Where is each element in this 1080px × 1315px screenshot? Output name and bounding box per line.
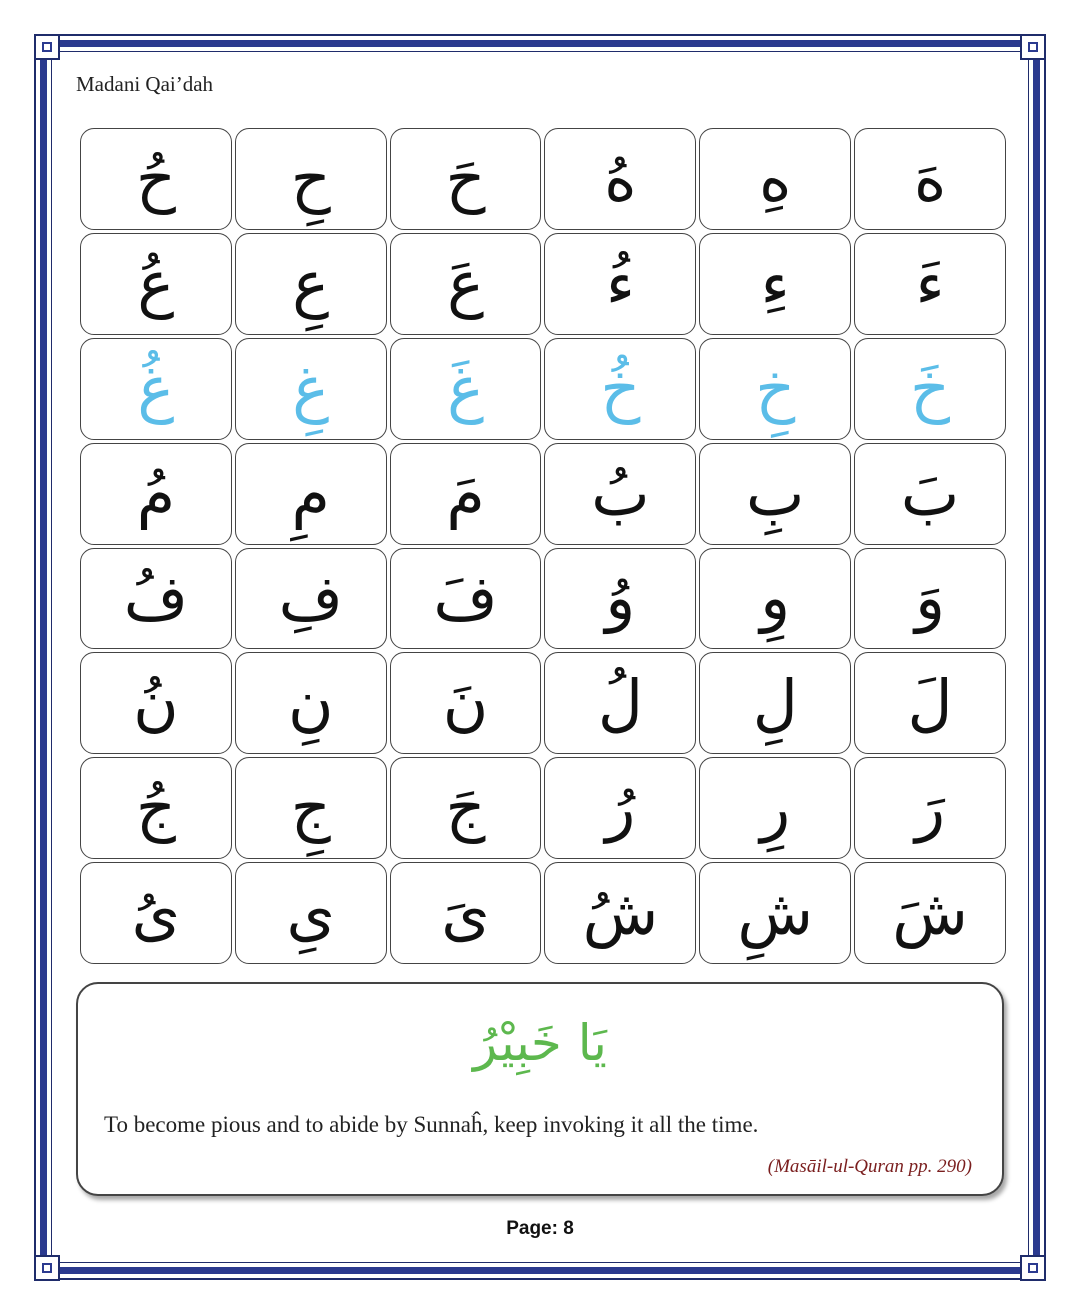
arabic-letter: ف xyxy=(433,561,498,635)
letter-cell xyxy=(235,338,387,440)
arabic-letter: ن xyxy=(442,666,489,740)
letter-cell xyxy=(235,128,387,230)
letter-cell xyxy=(544,233,696,335)
arabic-letter: ء xyxy=(605,246,635,320)
arabic-letter: ب xyxy=(746,456,805,530)
arabic-letter: غ xyxy=(447,351,485,425)
letter-cell xyxy=(854,338,1006,440)
letter-cell xyxy=(390,548,542,650)
arabic-letter: ش xyxy=(737,876,814,950)
letter-cell xyxy=(854,757,1006,859)
arabic-letter: ن xyxy=(133,666,179,740)
arabic-letter: و xyxy=(605,561,636,635)
arabic-letter: ه xyxy=(759,141,792,215)
arabic-letter: ح xyxy=(445,141,486,215)
arabic-letter: ع xyxy=(137,246,175,320)
letter-cell xyxy=(544,652,696,754)
arabic-letter: ح xyxy=(290,141,331,215)
arabic-letter: ج xyxy=(135,771,176,845)
arabic-letter: ر xyxy=(915,771,946,845)
arabic-letter: ء xyxy=(915,246,945,320)
arabic-letter: ل xyxy=(752,666,798,740)
letter-cell xyxy=(699,233,851,335)
arabic-letter: ش xyxy=(582,876,659,950)
arabic-letter: ش xyxy=(892,876,968,950)
arabic-letter: ر xyxy=(605,771,636,845)
letter-cell xyxy=(235,862,387,964)
letter-cell xyxy=(699,862,851,964)
arabic-letter: و xyxy=(760,561,791,635)
arabic-letter: ى xyxy=(286,876,335,950)
dua-arabic-text: يَا خَبِيْرُ xyxy=(473,1014,607,1072)
letter-cell xyxy=(544,548,696,650)
letter-cell xyxy=(80,233,232,335)
arabic-letter: م xyxy=(446,456,485,530)
corner-ornament-bottom-left xyxy=(34,1255,60,1281)
arabic-letter: غ xyxy=(292,351,330,425)
letter-cell xyxy=(699,443,851,545)
arabic-letter: ف xyxy=(123,561,189,635)
letter-cell xyxy=(80,548,232,650)
letter-cell xyxy=(390,128,542,230)
arabic-letter: غ xyxy=(137,351,175,425)
arabic-letter: ف xyxy=(278,561,343,635)
corner-ornament-bottom-right xyxy=(1020,1255,1046,1281)
arabic-letter: ج xyxy=(290,771,331,845)
letter-cell xyxy=(80,652,232,754)
arabic-letter: خ xyxy=(910,351,951,425)
letter-cell xyxy=(390,443,542,545)
letter-cell xyxy=(390,862,542,964)
letter-cell xyxy=(699,128,851,230)
letter-cell xyxy=(80,128,232,230)
arabic-letter: ب xyxy=(591,456,650,530)
letter-cell xyxy=(80,757,232,859)
arabic-letter: ن xyxy=(287,666,334,740)
arabic-letter: خ xyxy=(755,351,796,425)
arabic-letter: ل xyxy=(907,666,953,740)
letter-cell xyxy=(699,338,851,440)
letter-cell xyxy=(854,233,1006,335)
arabic-letter: ج xyxy=(445,771,486,845)
page-number: Page: 8 xyxy=(506,1218,574,1239)
arabic-letter: ب xyxy=(900,456,960,530)
dua-box xyxy=(76,982,1004,1196)
letter-cell xyxy=(80,338,232,440)
letter-cell xyxy=(235,652,387,754)
arabic-letter: ل xyxy=(597,666,643,740)
arabic-letter: ر xyxy=(760,771,791,845)
arabic-letter: خ xyxy=(600,351,641,425)
arabic-letter: ح xyxy=(135,141,176,215)
arabic-letter: ء xyxy=(760,246,790,320)
dua-description: To become pious and to abide by Sunnaĥ, keep invoking it all the time. xyxy=(104,1112,759,1137)
letter-cell xyxy=(390,233,542,335)
letter-cell xyxy=(544,443,696,545)
arabic-letter: ى xyxy=(441,876,490,950)
corner-ornament-top-left xyxy=(34,34,60,60)
letter-cell xyxy=(699,652,851,754)
letter-cell xyxy=(544,757,696,859)
letter-cell xyxy=(854,443,1006,545)
letter-cell xyxy=(235,757,387,859)
letter-cell xyxy=(390,652,542,754)
arabic-letter: ى xyxy=(131,876,181,950)
letter-cell xyxy=(854,862,1006,964)
dua-reference: (Masāil-ul-Quran pp. 290) xyxy=(767,1156,972,1177)
letter-cell xyxy=(854,652,1006,754)
letter-cell xyxy=(544,128,696,230)
letter-cell xyxy=(699,548,851,650)
arabic-letter: ع xyxy=(292,246,330,320)
letter-cell xyxy=(699,757,851,859)
book-title: Madani Qai’dah xyxy=(76,72,214,96)
letter-cell xyxy=(854,128,1006,230)
letter-cell xyxy=(235,548,387,650)
letter-cell xyxy=(80,862,232,964)
letter-cell xyxy=(854,548,1006,650)
letter-cell xyxy=(544,862,696,964)
letter-cell xyxy=(235,233,387,335)
letter-cell xyxy=(390,338,542,440)
letter-cell xyxy=(390,757,542,859)
letter-grid xyxy=(80,128,1006,964)
letter-cell xyxy=(80,443,232,545)
letter-cell xyxy=(235,443,387,545)
arabic-letter: ع xyxy=(447,246,485,320)
arabic-letter: م xyxy=(136,456,176,530)
arabic-letter: ه xyxy=(604,141,637,215)
arabic-letter: م xyxy=(291,456,330,530)
corner-ornament-top-right xyxy=(1020,34,1046,60)
arabic-letter: و xyxy=(915,561,946,635)
letter-cell xyxy=(544,338,696,440)
arabic-letter: ه xyxy=(913,141,947,215)
